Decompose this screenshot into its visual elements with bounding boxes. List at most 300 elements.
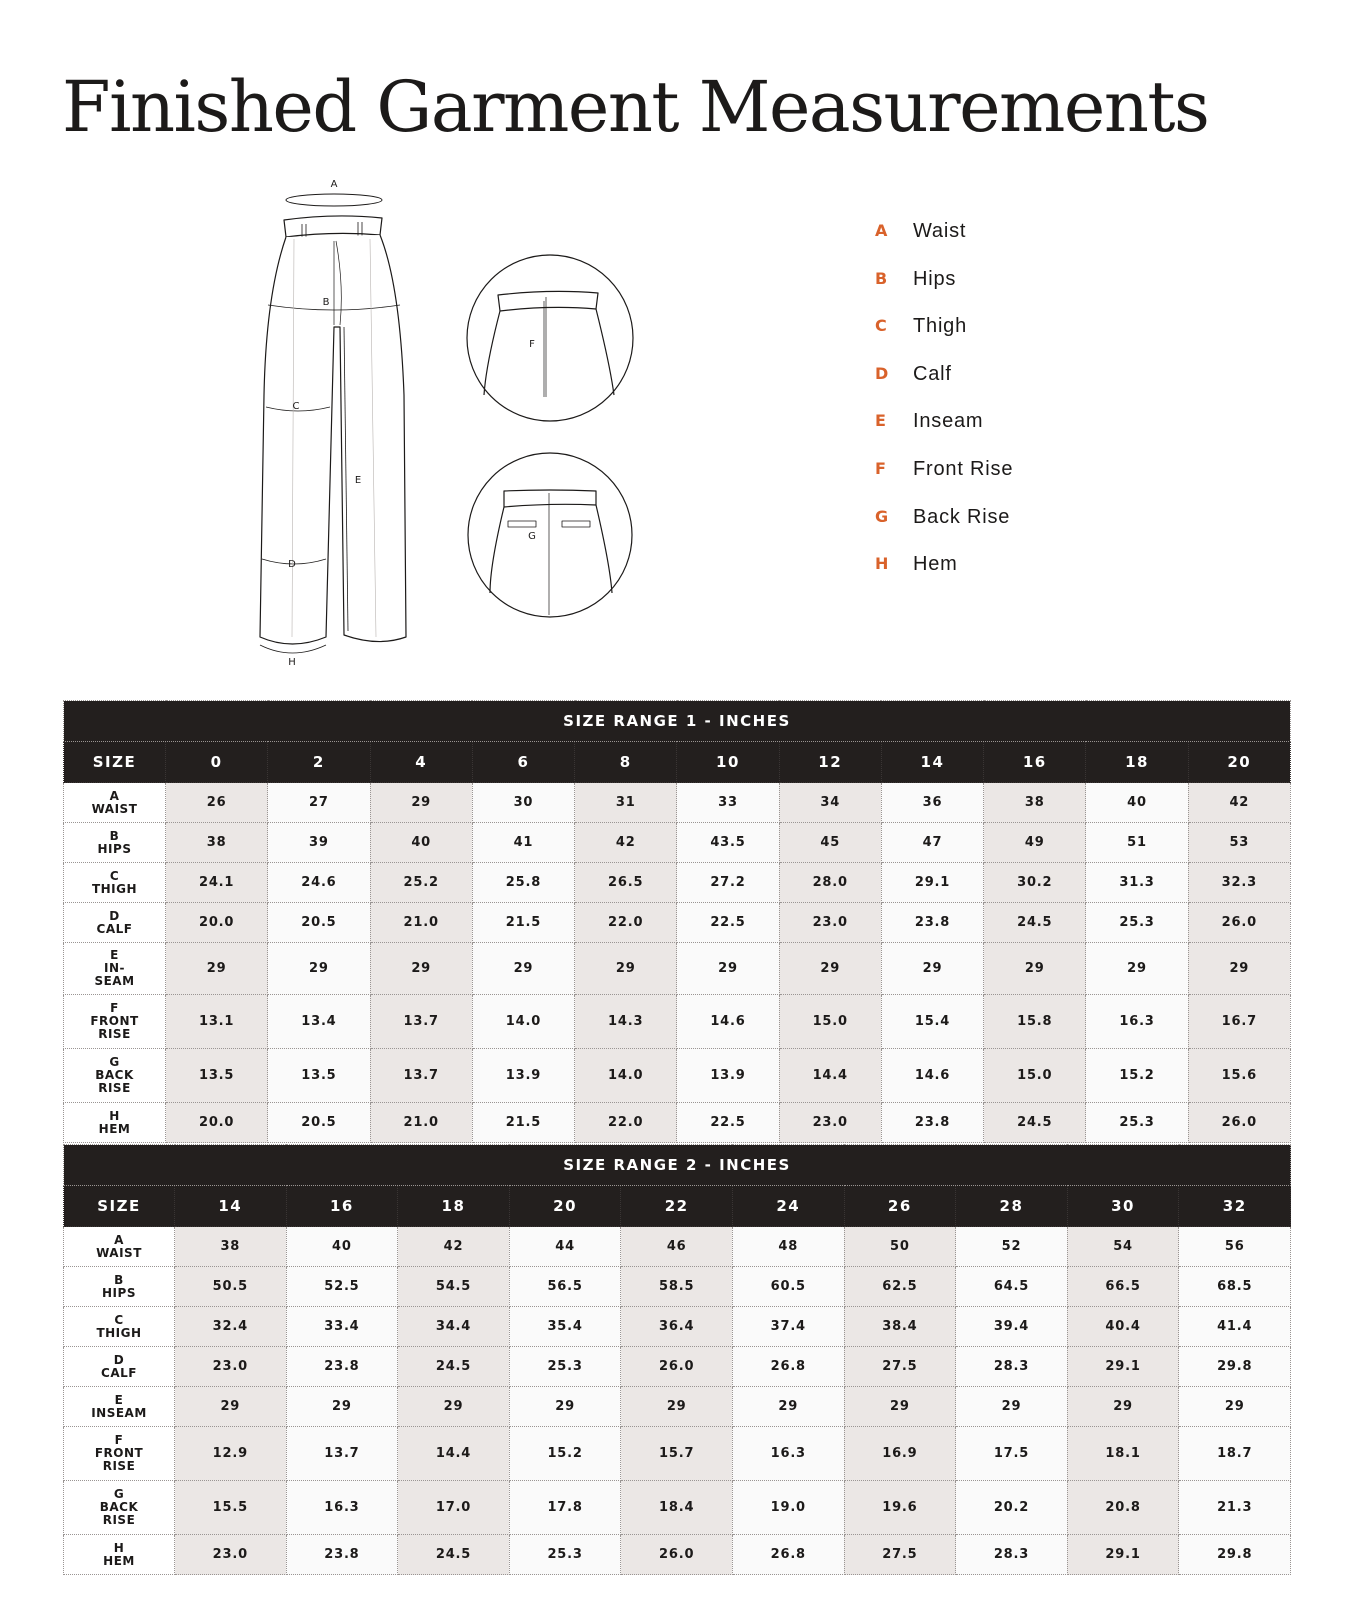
size-header-cell: 2: [268, 742, 370, 783]
measurement-value-cell: 32.3: [1188, 863, 1290, 903]
measurement-row-label: [64, 1049, 166, 1103]
row-label-line: RISE: [102, 1458, 136, 1473]
size-column-label: SIZE: [64, 1186, 175, 1227]
measurement-value-cell: 18.7: [1179, 1427, 1291, 1481]
measurement-value-cell: 42: [398, 1227, 510, 1267]
measurement-value-cell: 42: [575, 823, 677, 863]
table-row: [64, 903, 1291, 943]
measurement-value-cell: 28.0: [779, 863, 881, 903]
measurement-value-cell: 38: [984, 783, 1086, 823]
legend-name: Thigh: [913, 315, 968, 338]
measurement-value-cell: 68.5: [1179, 1267, 1291, 1307]
measurement-value-cell: 21.5: [472, 903, 574, 943]
row-label-line: C: [109, 868, 120, 883]
legend-letter: D: [875, 363, 889, 383]
size-header-cell: 18: [1086, 742, 1188, 783]
row-label-line: IN-: [104, 961, 125, 976]
legend-letter: G: [875, 506, 889, 526]
row-label-line: THIGH: [91, 881, 138, 896]
size-header-cell: 12: [779, 742, 881, 783]
measurement-row-label: [64, 1481, 175, 1535]
table-row: [64, 1481, 1291, 1535]
diagram-label-c: C: [292, 401, 300, 412]
measurement-value-cell: 26.5: [575, 863, 677, 903]
size-header-cell: 22: [621, 1186, 733, 1227]
table-row: [64, 823, 1291, 863]
legend-name: Inseam: [913, 410, 984, 433]
measurement-value-cell: 38.4: [844, 1307, 956, 1347]
row-label-line: F: [114, 1433, 124, 1448]
measurement-value-cell: 27.2: [677, 863, 779, 903]
measurement-value-cell: 21.0: [370, 903, 472, 943]
size-header-cell: 8: [575, 742, 677, 783]
size-header-cell: 16: [984, 742, 1086, 783]
measurement-value-cell: 62.5: [844, 1267, 956, 1307]
measurement-value-cell: 14.4: [398, 1427, 510, 1481]
legend-item: [875, 458, 1013, 506]
legend-item: [875, 506, 1013, 554]
row-label-line: BACK: [95, 1068, 134, 1083]
measurement-value-cell: 29: [509, 1387, 621, 1427]
size-range-2-table: [63, 1144, 1291, 1575]
row-label-line: C: [114, 1312, 124, 1327]
measurement-value-cell: 14.6: [881, 1049, 983, 1103]
measurement-row-label: [64, 903, 166, 943]
table-row: [64, 863, 1291, 903]
table-row: [64, 1049, 1291, 1103]
measurement-value-cell: 18.1: [1067, 1427, 1179, 1481]
measurement-value-cell: 29: [286, 1387, 398, 1427]
measurement-value-cell: 32.4: [175, 1307, 287, 1347]
measurement-value-cell: 30: [472, 783, 574, 823]
measurement-value-cell: 31: [575, 783, 677, 823]
legend-item: [875, 553, 1013, 601]
measurement-value-cell: 13.5: [166, 1049, 268, 1103]
measurement-value-cell: 29.1: [881, 863, 983, 903]
legend-letter: H: [875, 554, 889, 574]
diagram-label-h: H: [288, 657, 296, 668]
row-label-line: D: [113, 1352, 125, 1367]
measurement-value-cell: 21.3: [1179, 1481, 1291, 1535]
table-row: [64, 1427, 1291, 1481]
measurement-value-cell: 23.8: [286, 1535, 398, 1575]
row-label-line: CALF: [96, 921, 133, 936]
row-label-line: CALF: [101, 1365, 137, 1380]
measurement-value-cell: 15.7: [621, 1427, 733, 1481]
size-header-cell: 30: [1067, 1186, 1179, 1227]
size-column-label: SIZE: [64, 742, 166, 783]
row-label-line: G: [109, 1055, 120, 1070]
measurement-value-cell: 34.4: [398, 1307, 510, 1347]
table-row: [64, 1307, 1291, 1347]
measurement-value-cell: 18.4: [621, 1481, 733, 1535]
measurement-value-cell: 29: [575, 943, 677, 995]
measurement-value-cell: 27.5: [844, 1535, 956, 1575]
size-header-cell: 10: [677, 742, 779, 783]
size-header-row: [64, 742, 1291, 783]
row-label-line: RISE: [98, 1080, 131, 1095]
measurement-value-cell: 47: [881, 823, 983, 863]
row-label-line: WAIST: [96, 1245, 142, 1260]
measurement-value-cell: 23.0: [779, 903, 881, 943]
measurement-value-cell: 26: [166, 783, 268, 823]
measurement-value-cell: 34: [779, 783, 881, 823]
measurement-value-cell: 37.4: [732, 1307, 844, 1347]
measurement-value-cell: 27.5: [844, 1347, 956, 1387]
measurement-value-cell: 54: [1067, 1227, 1179, 1267]
size-header-cell: 20: [509, 1186, 621, 1227]
measurement-value-cell: 15.4: [881, 995, 983, 1049]
legend-item: [875, 363, 1013, 411]
measurement-value-cell: 14.0: [472, 995, 574, 1049]
measurement-value-cell: 31.3: [1086, 863, 1188, 903]
size-header-cell: 18: [398, 1186, 510, 1227]
measurement-value-cell: 36.4: [621, 1307, 733, 1347]
measurement-value-cell: 29: [984, 943, 1086, 995]
measurement-row-label: [64, 823, 166, 863]
legend-name: Calf: [913, 362, 952, 385]
diagram-label-g: G: [528, 531, 536, 542]
page-title: Finished Garment Measurements: [62, 66, 1209, 148]
diagram-label-d: D: [288, 559, 296, 570]
size-header-cell: 0: [166, 742, 268, 783]
measurement-value-cell: 25.3: [509, 1535, 621, 1575]
measurement-value-cell: 15.2: [509, 1427, 621, 1481]
size-header-cell: 14: [881, 742, 983, 783]
measurement-value-cell: 15.5: [175, 1481, 287, 1535]
size-header-cell: 4: [370, 742, 472, 783]
measurement-value-cell: 29: [779, 943, 881, 995]
row-label-line: H: [109, 1108, 120, 1123]
legend-name: Back Rise: [913, 505, 1011, 528]
legend-item: [875, 315, 1013, 363]
measurement-value-cell: 16.3: [1086, 995, 1188, 1049]
row-label-line: THIGH: [96, 1325, 142, 1340]
size-range-title: SIZE RANGE 1 - INCHES: [64, 701, 1291, 742]
diagram-label-a: A: [330, 179, 338, 190]
measurement-row-label: [64, 1427, 175, 1481]
measurement-value-cell: 29: [1179, 1387, 1291, 1427]
table-row: [64, 783, 1291, 823]
size-header-cell: 26: [844, 1186, 956, 1227]
row-label-line: HIPS: [97, 841, 132, 856]
measurement-value-cell: 29: [175, 1387, 287, 1427]
table-row: [64, 943, 1291, 995]
measurement-value-cell: 15.6: [1188, 1049, 1290, 1103]
row-label-line: D: [109, 908, 120, 923]
measurement-value-cell: 51: [1086, 823, 1188, 863]
measurement-value-cell: 54.5: [398, 1267, 510, 1307]
measurement-value-cell: 48: [732, 1227, 844, 1267]
measurement-value-cell: 58.5: [621, 1267, 733, 1307]
row-label-line: RISE: [98, 1026, 131, 1041]
measurement-value-cell: 14.3: [575, 995, 677, 1049]
measurement-value-cell: 64.5: [956, 1267, 1068, 1307]
measurement-value-cell: 25.8: [472, 863, 574, 903]
measurement-value-cell: 17.0: [398, 1481, 510, 1535]
row-label-line: SEAM: [94, 973, 135, 988]
size-header-cell: 28: [956, 1186, 1068, 1227]
measurement-value-cell: 20.5: [268, 1103, 370, 1143]
measurement-value-cell: 16.7: [1188, 995, 1290, 1049]
measurement-row-label: [64, 1347, 175, 1387]
row-label-line: HEM: [103, 1553, 135, 1568]
measurement-value-cell: 15.2: [1086, 1049, 1188, 1103]
legend-letter: F: [875, 458, 886, 478]
measurement-value-cell: 29: [732, 1387, 844, 1427]
row-label-line: FRONT: [90, 1014, 139, 1029]
table-row: [64, 1535, 1291, 1575]
trouser-measurement-diagram: [240, 175, 660, 685]
measurement-legend: [875, 220, 1013, 601]
measurement-value-cell: 29: [370, 783, 472, 823]
legend-name: Hips: [913, 267, 957, 290]
size-header-cell: 32: [1179, 1186, 1291, 1227]
row-label-line: INSEAM: [91, 1405, 147, 1420]
measurement-value-cell: 26.0: [621, 1535, 733, 1575]
measurement-row-label: [64, 1267, 175, 1307]
table-title-row: [64, 1145, 1291, 1186]
measurement-value-cell: 13.9: [677, 1049, 779, 1103]
legend-letter: C: [875, 316, 887, 336]
row-label-line: B: [109, 828, 120, 843]
measurement-value-cell: 60.5: [732, 1267, 844, 1307]
measurement-value-cell: 25.3: [1086, 903, 1188, 943]
measurement-value-cell: 29: [1188, 943, 1290, 995]
measurement-value-cell: 41.4: [1179, 1307, 1291, 1347]
measurement-row-label: [64, 1103, 166, 1143]
table-row: [64, 1227, 1291, 1267]
measurement-value-cell: 53: [1188, 823, 1290, 863]
measurement-value-cell: 26.0: [1188, 1103, 1290, 1143]
row-label-line: BACK: [99, 1500, 139, 1515]
measurement-row-label: [64, 1307, 175, 1347]
measurement-value-cell: 21.5: [472, 1103, 574, 1143]
measurement-value-cell: 26.0: [1188, 903, 1290, 943]
measurement-value-cell: 26.8: [732, 1347, 844, 1387]
measurement-value-cell: 21.0: [370, 1103, 472, 1143]
measurement-value-cell: 26.0: [621, 1347, 733, 1387]
measurement-value-cell: 56: [1179, 1227, 1291, 1267]
measurement-value-cell: 23.0: [175, 1535, 287, 1575]
measurement-value-cell: 29: [268, 943, 370, 995]
measurement-value-cell: 43.5: [677, 823, 779, 863]
measurement-value-cell: 38: [175, 1227, 287, 1267]
measurement-row-label: [64, 1387, 175, 1427]
row-label-line: E: [114, 1392, 124, 1407]
measurement-value-cell: 29.1: [1067, 1347, 1179, 1387]
measurement-value-cell: 20.5: [268, 903, 370, 943]
measurement-value-cell: 25.3: [509, 1347, 621, 1387]
measurement-value-cell: 29: [881, 943, 983, 995]
measurement-value-cell: 29: [621, 1387, 733, 1427]
measurement-value-cell: 29: [370, 943, 472, 995]
measurement-value-cell: 29: [1067, 1387, 1179, 1427]
measurement-value-cell: 29: [1086, 943, 1188, 995]
measurement-value-cell: 24.5: [398, 1347, 510, 1387]
measurement-value-cell: 25.2: [370, 863, 472, 903]
measurement-value-cell: 22.5: [677, 1103, 779, 1143]
diagram-label-b: B: [322, 297, 330, 308]
measurement-row-label: [64, 783, 166, 823]
measurement-value-cell: 13.7: [370, 1049, 472, 1103]
measurement-value-cell: 14.4: [779, 1049, 881, 1103]
measurement-value-cell: 12.9: [175, 1427, 287, 1481]
measurement-value-cell: 23.8: [286, 1347, 398, 1387]
row-label-line: A: [114, 1232, 124, 1247]
measurement-value-cell: 29.8: [1179, 1347, 1291, 1387]
size-header-cell: 6: [472, 742, 574, 783]
measurement-value-cell: 56.5: [509, 1267, 621, 1307]
measurement-row-label: [64, 995, 166, 1049]
row-label-line: G: [113, 1487, 125, 1502]
measurement-value-cell: 40: [286, 1227, 398, 1267]
legend-name: Front Rise: [913, 457, 1014, 480]
measurement-row-label: [64, 943, 166, 995]
size-header-cell: 16: [286, 1186, 398, 1227]
legend-letter: B: [875, 268, 888, 288]
table-title-row: [64, 701, 1291, 742]
row-label-line: F: [110, 1001, 119, 1016]
measurement-value-cell: 38: [166, 823, 268, 863]
measurement-value-cell: 20.0: [166, 903, 268, 943]
measurement-value-cell: 50: [844, 1227, 956, 1267]
measurement-value-cell: 16.3: [286, 1481, 398, 1535]
row-label-line: E: [110, 948, 119, 963]
measurement-value-cell: 35.4: [509, 1307, 621, 1347]
measurement-value-cell: 29: [472, 943, 574, 995]
measurement-row-label: [64, 1227, 175, 1267]
measurement-value-cell: 49: [984, 823, 1086, 863]
measurement-value-cell: 13.4: [268, 995, 370, 1049]
table-row: [64, 1387, 1291, 1427]
measurement-value-cell: 33.4: [286, 1307, 398, 1347]
measurement-value-cell: 24.5: [984, 1103, 1086, 1143]
row-label-line: HEM: [98, 1121, 131, 1136]
measurement-value-cell: 24.5: [984, 903, 1086, 943]
measurement-value-cell: 28.3: [956, 1535, 1068, 1575]
measurement-value-cell: 14.6: [677, 995, 779, 1049]
row-label-line: FRONT: [94, 1446, 144, 1461]
measurement-value-cell: 20.2: [956, 1481, 1068, 1535]
measurement-value-cell: 25.3: [1086, 1103, 1188, 1143]
measurement-value-cell: 22.0: [575, 903, 677, 943]
measurement-value-cell: 40: [370, 823, 472, 863]
legend-name: Waist: [913, 220, 967, 242]
measurement-value-cell: 24.6: [268, 863, 370, 903]
measurement-value-cell: 40: [1086, 783, 1188, 823]
table-row: [64, 1267, 1291, 1307]
size-range-title: SIZE RANGE 2 - INCHES: [64, 1145, 1291, 1186]
size-header-cell: 24: [732, 1186, 844, 1227]
measurement-value-cell: 52: [956, 1227, 1068, 1267]
measurement-value-cell: 23.8: [881, 903, 983, 943]
measurement-value-cell: 22.0: [575, 1103, 677, 1143]
row-label-line: RISE: [102, 1512, 136, 1527]
measurement-value-cell: 66.5: [1067, 1267, 1179, 1307]
size-header-cell: 20: [1188, 742, 1290, 783]
size-header-cell: 14: [175, 1186, 287, 1227]
measurement-value-cell: 29: [844, 1387, 956, 1427]
legend-name: Hem: [913, 553, 958, 576]
measurement-value-cell: 29.1: [1067, 1535, 1179, 1575]
diagram-label-f: F: [529, 339, 535, 350]
measurement-value-cell: 29: [166, 943, 268, 995]
measurement-value-cell: 26.8: [732, 1535, 844, 1575]
measurement-value-cell: 14.0: [575, 1049, 677, 1103]
row-label-line: H: [113, 1540, 125, 1555]
measurement-value-cell: 13.9: [472, 1049, 574, 1103]
measurement-value-cell: 24.5: [398, 1535, 510, 1575]
size-header-row: [64, 1186, 1291, 1227]
diagram-label-e: E: [354, 475, 362, 486]
measurement-value-cell: 29: [398, 1387, 510, 1427]
legend-letter: E: [875, 411, 886, 431]
measurement-value-cell: 28.3: [956, 1347, 1068, 1387]
measurement-value-cell: 52.5: [286, 1267, 398, 1307]
row-label-line: HIPS: [102, 1285, 136, 1300]
measurement-value-cell: 17.5: [956, 1427, 1068, 1481]
measurement-value-cell: 20.0: [166, 1103, 268, 1143]
measurement-row-label: [64, 863, 166, 903]
measurement-value-cell: 23.8: [881, 1103, 983, 1143]
measurement-value-cell: 19.0: [732, 1481, 844, 1535]
measurement-value-cell: 41: [472, 823, 574, 863]
measurement-value-cell: 36: [881, 783, 983, 823]
legend-item: [875, 410, 1013, 458]
measurement-value-cell: 42: [1188, 783, 1290, 823]
measurement-value-cell: 50.5: [175, 1267, 287, 1307]
size-range-1-table: [63, 700, 1291, 1143]
measurement-value-cell: 30.2: [984, 863, 1086, 903]
measurement-value-cell: 23.0: [175, 1347, 287, 1387]
measurement-value-cell: 44: [509, 1227, 621, 1267]
measurement-value-cell: 19.6: [844, 1481, 956, 1535]
legend-letter: A: [875, 221, 888, 240]
measurement-value-cell: 15.8: [984, 995, 1086, 1049]
measurement-value-cell: 16.3: [732, 1427, 844, 1481]
measurement-value-cell: 13.7: [286, 1427, 398, 1481]
table-row: [64, 1347, 1291, 1387]
table-row: [64, 995, 1291, 1049]
measurement-value-cell: 40.4: [1067, 1307, 1179, 1347]
legend-item: [875, 220, 1013, 268]
measurement-value-cell: 13.7: [370, 995, 472, 1049]
table-row: [64, 1103, 1291, 1143]
measurement-value-cell: 39: [268, 823, 370, 863]
measurement-value-cell: 13.1: [166, 995, 268, 1049]
row-label-line: B: [114, 1272, 124, 1287]
measurement-value-cell: 23.0: [779, 1103, 881, 1143]
measurement-value-cell: 13.5: [268, 1049, 370, 1103]
legend-item: [875, 268, 1013, 316]
measurement-value-cell: 15.0: [779, 995, 881, 1049]
measurement-value-cell: 46: [621, 1227, 733, 1267]
measurement-value-cell: 29.8: [1179, 1535, 1291, 1575]
row-label-line: WAIST: [91, 801, 138, 816]
measurement-value-cell: 22.5: [677, 903, 779, 943]
measurement-value-cell: 29: [677, 943, 779, 995]
measurement-value-cell: 15.0: [984, 1049, 1086, 1103]
measurement-value-cell: 39.4: [956, 1307, 1068, 1347]
measurement-value-cell: 16.9: [844, 1427, 956, 1481]
measurement-value-cell: 45: [779, 823, 881, 863]
measurement-value-cell: 33: [677, 783, 779, 823]
measurement-value-cell: 20.8: [1067, 1481, 1179, 1535]
measurement-value-cell: 24.1: [166, 863, 268, 903]
measurement-value-cell: 27: [268, 783, 370, 823]
measurement-value-cell: 29: [956, 1387, 1068, 1427]
